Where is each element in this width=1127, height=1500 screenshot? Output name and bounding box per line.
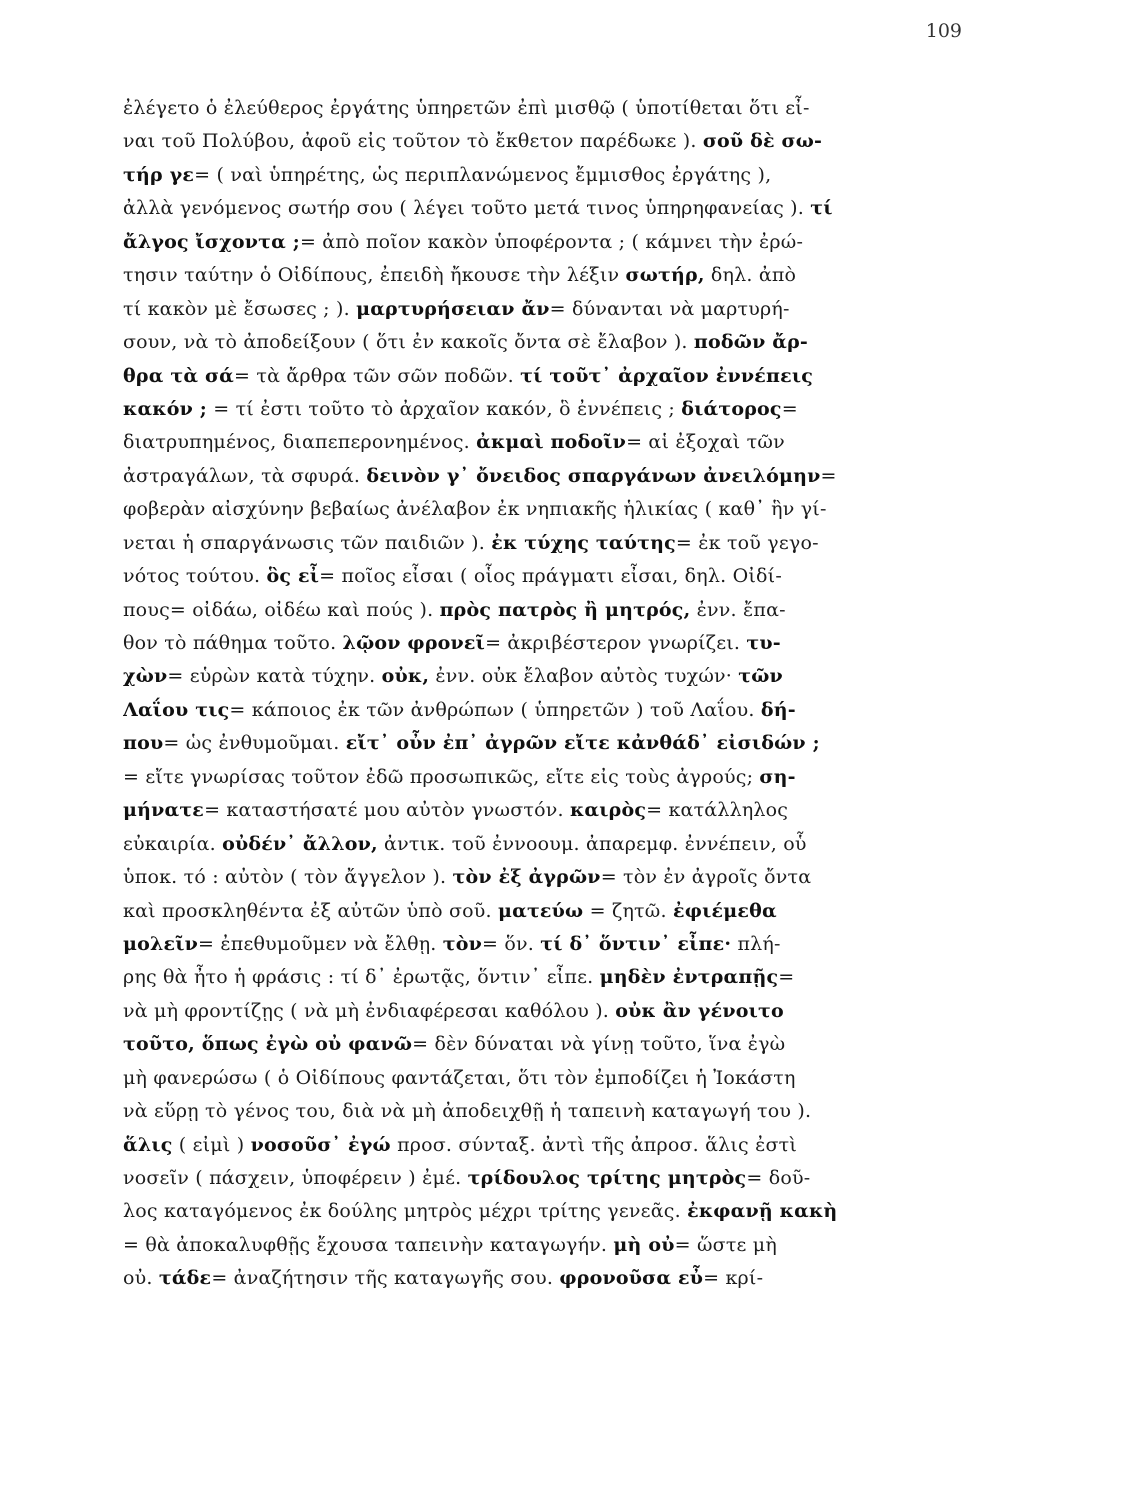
text-line [123, 1062, 983, 1095]
text-line [123, 1229, 983, 1262]
text-line [123, 125, 983, 158]
lemma-term: τὸν [442, 932, 483, 955]
lemma-term: τί τοῦτ᾽ ἀρχαῖον ἐννέπεις [520, 364, 814, 387]
text-line [123, 259, 983, 292]
lemma-term: καιρὸς [569, 799, 647, 822]
gloss-text: καὶ προσκληθέντα ἐξ αὐτῶν ὑπὸ σοῦ. [123, 899, 499, 922]
text-line [123, 995, 983, 1028]
gloss-text: μὴ φανερώσω ( ὁ Οἰδίπους φαντάζεται, ὅτι τὸν ἐμποδίζει ἡ Ἰοκάστη [123, 1066, 796, 1089]
gloss-text: = ὅν. [482, 932, 541, 955]
gloss-text: = ποῖος εἶσαι ( οἷος πράγματι εἶσαι, δηλ. Οἰδί- [319, 565, 782, 588]
text-line [123, 226, 983, 259]
lemma-term: ποδῶν ἄρ- [693, 331, 809, 354]
gloss-text: = κατάλληλος [646, 799, 789, 822]
text-line [123, 1195, 983, 1228]
text-line [123, 393, 983, 426]
gloss-text: = [781, 397, 798, 420]
lemma-term: κακόν ; [123, 397, 207, 420]
text-line [123, 895, 983, 928]
text-line [123, 861, 983, 894]
lemma-term: δεινὸν γ᾽ ὄνειδος σπαργάνων ἀνειλόμην [366, 464, 821, 487]
gloss-text: = ἀπὸ ποῖον κακὸν ὑποφέροντα ; ( κάμνει τὴν ἐρώ- [299, 230, 804, 253]
gloss-text: δηλ. ἀπὸ [704, 264, 797, 287]
text-line [123, 727, 983, 760]
gloss-text: = δύνανται νὰ μαρτυρή- [549, 297, 790, 320]
gloss-text: τί κακὸν μὲ ἔσωσες ; ). [123, 297, 357, 320]
text-line [123, 1129, 983, 1162]
lemma-term: θρα τὰ σά [123, 364, 234, 387]
lemma-term: ἐκφανῇ κακὴ [687, 1200, 838, 1223]
lemma-term: οὐκ ἂν γένοιτο [615, 999, 784, 1022]
gloss-text: ὑποκ. τό : αὐτὸν ( τὸν ἄγγελον ). [123, 866, 453, 889]
gloss-text: πους= οἰδάω, οἰδέω καὶ πούς ). [123, 598, 440, 621]
gloss-text: ἀντικ. τοῦ ἐννοουμ. ἀπαρεμφ. ἐννέπειν, οὗ [377, 832, 807, 855]
lemma-term: μὴ οὐ [613, 1233, 675, 1256]
gloss-text: νοσεῖν ( πάσχειν, ὑποφέρειν ) ἐμέ. [123, 1167, 468, 1189]
lemma-term: διάτορος [681, 397, 782, 420]
gloss-text: = δοῦ- [746, 1167, 811, 1189]
text-line [123, 493, 983, 526]
gloss-text: = κρί- [703, 1267, 764, 1290]
lemma-term: τῶν [738, 665, 783, 688]
lemma-term: φρονοῦσα εὖ [559, 1267, 704, 1290]
gloss-text: ἀλλὰ γενόμενος σωτήρ σου ( λέγει τοῦτο μετά τινος ὑπηρηφανείας ). [123, 197, 811, 220]
lemma-term: τί δ᾽ ὅντιν᾽ εἶπε· [540, 932, 732, 955]
gloss-text: = θὰ ἀποκαλυφθῇς ἔχουσα ταπεινὴν καταγωγήν. [123, 1233, 614, 1256]
lemma-term: νοσοῦσ᾽ ἐγώ [250, 1133, 391, 1156]
lemma-term: τοῦτο, ὅπως ἐγὼ οὐ φανῶ [123, 1033, 413, 1056]
lemma-term: τί [810, 197, 833, 220]
gloss-text: = δὲν δύναται νὰ γίνῃ τοῦτο, ἵνα ἐγὼ [412, 1033, 786, 1056]
text-line [123, 928, 983, 961]
text-line [123, 694, 983, 727]
lemma-term: τάδε [158, 1267, 212, 1290]
gloss-text: ἐνν. ἔπα- [690, 598, 786, 621]
gloss-text: = εὑρὼν κατὰ τύχην. [167, 665, 382, 688]
lemma-term: ἐκ τύχης ταύτης [491, 531, 676, 554]
gloss-text: = ἀναζήτησιν τῆς καταγωγῆς σου. [211, 1267, 560, 1290]
lemma-term: ματεύω [498, 899, 584, 922]
gloss-text: ναι τοῦ Πολύβου, ἀφοῦ εἰς τοῦτον τὸ ἔκθετον παρέδωκε ). [123, 130, 703, 153]
lemma-term: ση- [759, 765, 796, 788]
text-line [123, 660, 983, 693]
gloss-text: νεται ἡ σπαργάνωσις τῶν παιδιῶν ). [123, 531, 492, 554]
lemma-term: ὃς εἶ [266, 565, 320, 588]
gloss-text: = τὸν ἐν ἀγροῖς ὄντα [600, 866, 812, 889]
gloss-text: νότος τούτου. [123, 565, 267, 588]
gloss-text: = ἐκ τοῦ γεγο- [675, 531, 819, 554]
gloss-text: προσ. σύνταξ. ἀντὶ τῆς ἀπροσ. ἅλις ἐστὶ [390, 1133, 798, 1156]
lemma-term: ἐφιέμεθα [672, 899, 777, 922]
lemma-term: Λαΐου τις [123, 698, 230, 721]
gloss-text: = αἱ ἐξοχαὶ τῶν [626, 431, 785, 454]
gloss-text: ἀστραγάλων, τὰ σφυρά. [123, 464, 367, 487]
text-line [123, 326, 983, 359]
text-line [123, 527, 983, 560]
text-line [123, 360, 983, 393]
gloss-text: νὰ μὴ φροντίζῃς ( νὰ μὴ ἐνδιαφέρεσαι καθόλου ). [123, 999, 616, 1022]
gloss-text: σουν, νὰ τὸ ἀποδείξουν ( ὅτι ἐν κακοῖς ὄντα σὲ ἔλαβον ). [123, 331, 694, 354]
text-line [123, 1262, 983, 1295]
gloss-text: = τί ἐστι τοῦτο τὸ ἀρχαῖον κακόν, ὃ ἐννέπεις ; [207, 397, 682, 420]
gloss-text: ( εἰμὶ ) [172, 1133, 251, 1156]
lemma-term: οὐδέν᾽ ἄλλον, [222, 832, 378, 855]
text-line [123, 192, 983, 225]
text-body [123, 92, 983, 1296]
gloss-text: = ἐπεθυμοῦμεν νὰ ἔλθῃ. [198, 932, 443, 955]
lemma-term: που [123, 732, 164, 755]
lemma-term: πρὸς πατρὸς ἢ μητρός, [439, 598, 691, 621]
gloss-text: = ὡς ἐνθυμοῦμαι. [163, 732, 346, 755]
text-line [123, 961, 983, 994]
lemma-term: τήρ γε [123, 163, 195, 186]
gloss-text: ρης θὰ ἦτο ἡ φράσις : τί δ᾽ ἐρωτᾷς, ὅντιν᾽ εἶπε. [123, 966, 600, 989]
text-line [123, 460, 983, 493]
gloss-text: οὐ. [123, 1267, 159, 1290]
gloss-text: = ὥστε μὴ [674, 1233, 777, 1256]
lemma-term: μήνατε [123, 799, 205, 822]
lemma-term: μηδὲν ἐντραπῇς [599, 966, 779, 989]
gloss-text: εὐκαιρία. [123, 832, 223, 855]
gloss-text: = τὰ ἄρθρα τῶν σῶν ποδῶν. [234, 364, 521, 387]
lemma-term: ἄλγος ἴσχοντα ; [123, 230, 300, 253]
text-line [123, 159, 983, 192]
gloss-text: νὰ εὕρῃ τὸ γένος του, διὰ νὰ μὴ ἀποδειχθῇ ἡ ταπεινὴ καταγωγή του ). [123, 1100, 812, 1123]
gloss-text: τησιν ταύτην ὁ Οἰδίπους, ἐπειδὴ ἤκουσε τὴν λέξιν [123, 264, 626, 287]
lemma-term: σοῦ δὲ σω- [702, 130, 823, 153]
page-number: 109 [925, 20, 962, 42]
text-line [123, 794, 983, 827]
lemma-term: λῷον φρονεῖ [342, 632, 486, 654]
text-line [123, 594, 983, 627]
gloss-text: = [820, 464, 837, 487]
lemma-term: εἴτ᾽ οὖν ἐπ᾽ ἀγρῶν εἴτε κἀνθάδ᾽ εἰσιδών ; [345, 732, 820, 755]
gloss-text: = καταστήσατέ μου αὐτὸν γνωστόν. [204, 799, 570, 822]
lemma-term: ἀκμαὶ ποδοῖν [476, 431, 627, 454]
lemma-term: χὼν [123, 665, 168, 688]
text-line [123, 426, 983, 459]
lemma-term: τρίδουλος τρίτης μητρὸς [467, 1167, 747, 1189]
text-line [123, 293, 983, 326]
lemma-term: μολεῖν [123, 932, 199, 955]
gloss-text: ἐνν. οὐκ ἔλαβον αὐτὸς τυχών· [429, 665, 739, 688]
gloss-text: = εἴτε γνωρίσας τοῦτον ἐδῶ προσωπικῶς, εἴτε εἰς τοὺς ἀγρούς; [123, 765, 760, 788]
gloss-text: = ( ναὶ ὑπηρέτης, ὡς περιπλανώμενος ἔμμισθος ἐργάτης ), [194, 163, 772, 186]
gloss-text: = κάποιος ἐκ τῶν ἀνθρώπων ( ὑπηρετῶν ) τοῦ Λαΐου. [229, 698, 761, 721]
gloss-text: θον τὸ πάθημα τοῦτο. [123, 632, 343, 654]
text-line [123, 1028, 983, 1061]
lemma-term: δή- [760, 698, 796, 721]
lemma-term: τυ- [746, 632, 781, 654]
gloss-text: = ἀκριβέστερον γνωρίζει. [485, 632, 747, 654]
text-line [123, 828, 983, 861]
gloss-text: διατρυπημένος, διαπεπερονημένος. [123, 431, 477, 454]
gloss-text: φοβερὰν αἰσχύνην βεβαίως ἀνέλαβον ἐκ νηπιακῆς ἡλικίας ( καθ᾽ ἣν γί- [123, 498, 827, 521]
text-line [123, 1095, 983, 1128]
lemma-term: ἅλις [123, 1133, 173, 1156]
text-line [123, 627, 983, 660]
text-line [123, 560, 983, 593]
gloss-text: πλή- [731, 932, 781, 955]
lemma-term: μαρτυρήσειαν ἄν [356, 297, 550, 320]
text-line [123, 1162, 983, 1195]
lemma-term: σωτήρ, [625, 264, 705, 287]
gloss-text: λος καταγόμενος ἐκ δούλης μητρὸς μέχρι τρίτης γενεᾶς. [123, 1200, 688, 1223]
lemma-term: οὐκ, [381, 665, 430, 688]
gloss-text: = ζητῶ. [583, 899, 673, 922]
lemma-term: τὸν ἐξ ἀγρῶν [452, 866, 601, 889]
text-line [123, 761, 983, 794]
gloss-text: = [778, 966, 795, 989]
text-line [123, 92, 983, 125]
gloss-text: ἐλέγετο ὁ ἐλεύθερος ἐργάτης ὑπηρετῶν ἐπὶ μισθῷ ( ὑποτίθεται ὅτι εἶ- [123, 97, 810, 119]
